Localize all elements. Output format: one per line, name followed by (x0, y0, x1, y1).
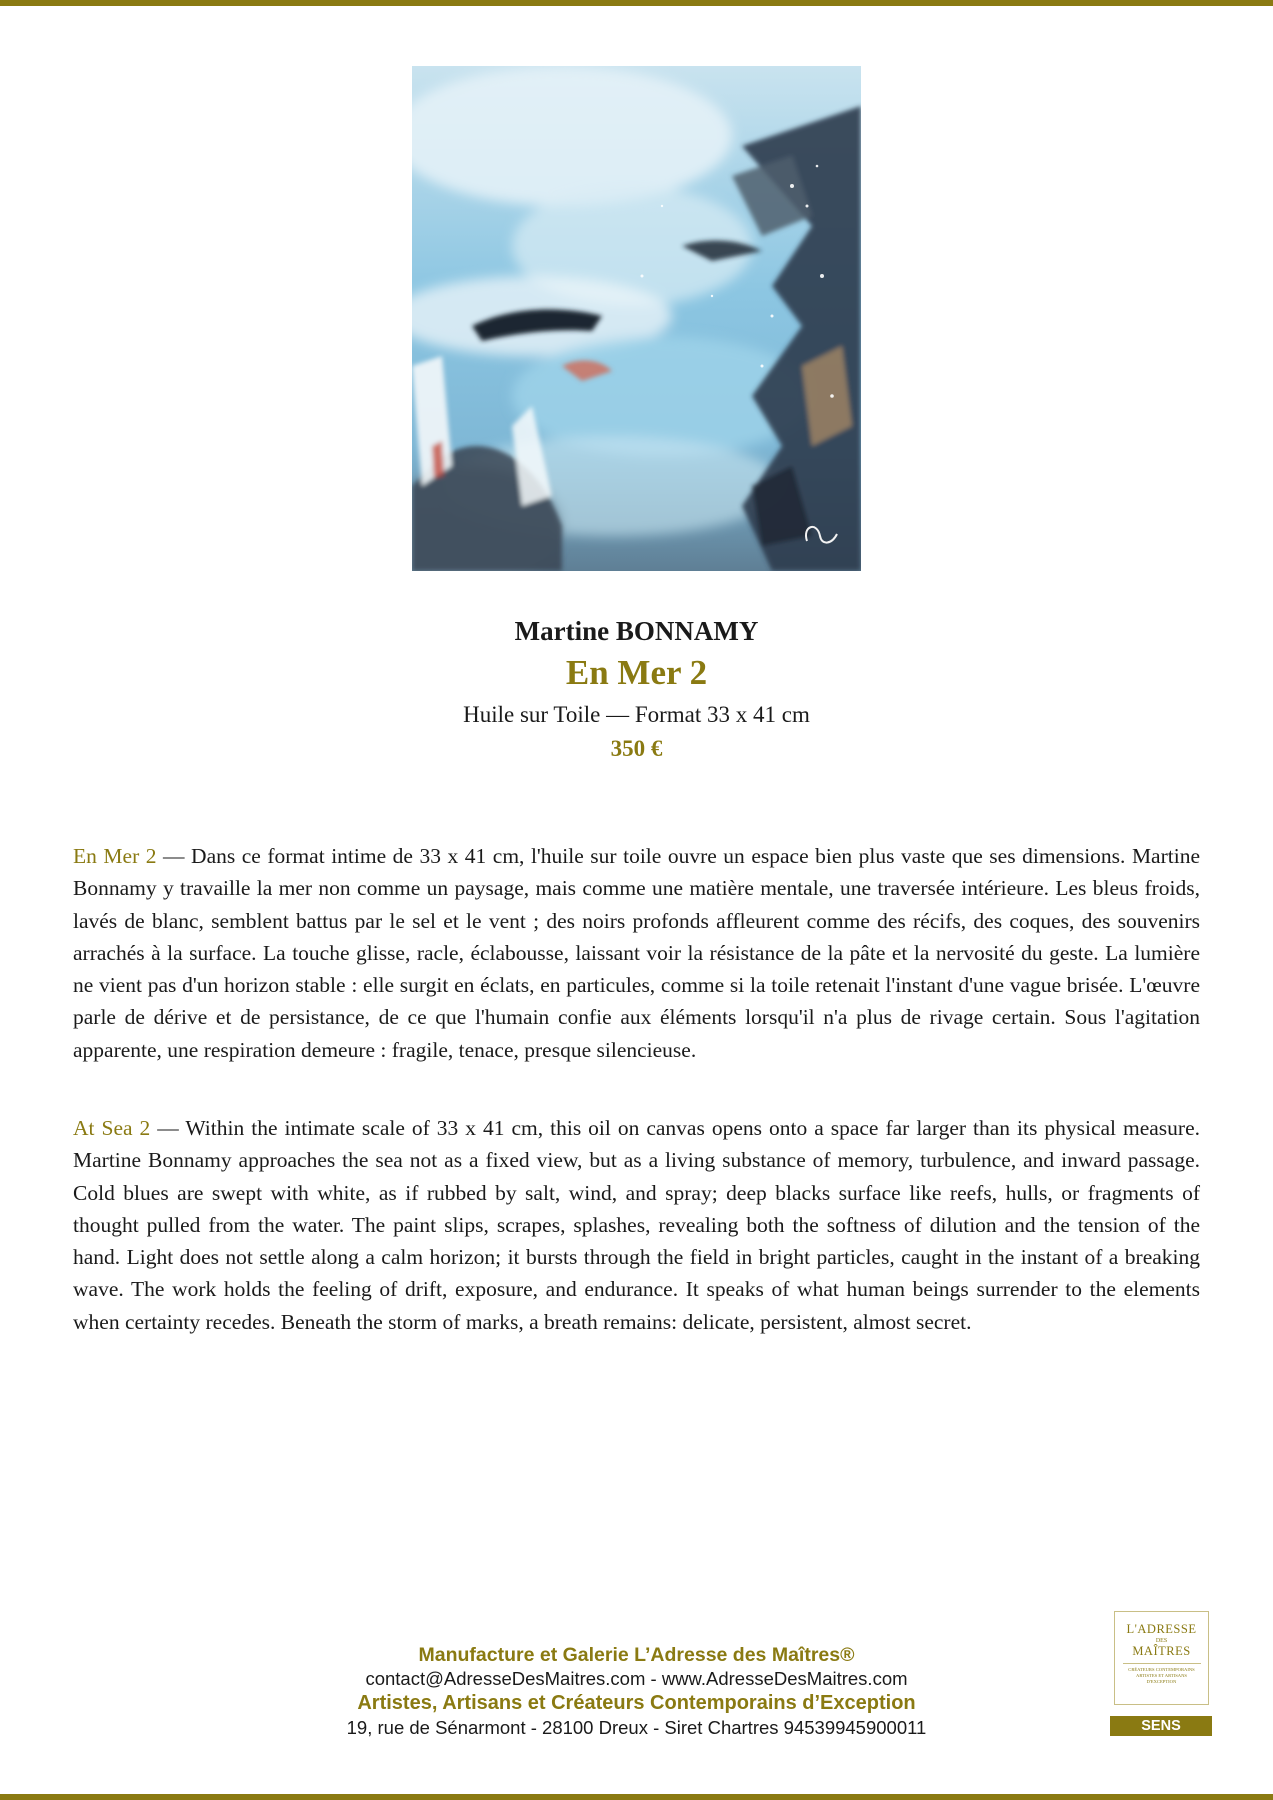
logo-line1: L'ADRESSE (1126, 1622, 1197, 1636)
top-border (0, 0, 1273, 6)
footer-address: 19, rue de Sénarmont - 28100 Dreux - Siret Chartres 94539945900011 (346, 1717, 927, 1738)
sens-badge: SENS (1110, 1716, 1212, 1736)
logo-line2: DES (1155, 1638, 1168, 1644)
footer (0, 1642, 1273, 1739)
footer-tagline: Artistes, Artisans et Créateurs Contemporains d’Exception (357, 1692, 916, 1714)
description-fr (73, 840, 1200, 1066)
description-en (73, 1112, 1200, 1338)
description-en-text: — Within the intimate scale of 33 x 41 cm, this oil on canvas opens onto a space far larger than its physical measure. Martine Bonnamy approaches the sea not as a fixed view, but as a living substance of memory, turbulence, and inward passage. Cold blues are swept with white, as if rubbed by salt, wind, and spray; deep blacks surface like reefs, hulls, or fragments of thought pulled from the water. The paint slips, scrapes, splashes, revealing both the softness of dilution and the tension of the hand. Light does not settle along a calm horizon; it bursts through the field in bright particles, caught in the instant of a breaking wave. The work holds the feeling of drift, exposure, and endurance. It speaks of what human beings surrender to the elements when certainty recedes. Beneath the storm of marks, a breath remains: delicate, persistent, almost secret. (73, 1116, 1200, 1334)
gallery-logo (1114, 1611, 1209, 1705)
artwork-medium: Huile sur Toile — Format 33 x 41 cm (463, 702, 810, 727)
description-fr-lead: En Mer 2 (73, 844, 157, 868)
footer-contact: contact@AdresseDesMaitres.com - www.AdresseDesMaitres.com (365, 1668, 908, 1689)
logo-line4: CRÉATEURS CONTEMPORAINS ARTISTES ET ARTISANS D'EXCEPTION (1128, 1667, 1195, 1684)
footer-gallery-name: Manufacture et Galerie L’Adresse des Maîtres® (418, 1644, 855, 1666)
bottom-border (0, 1794, 1273, 1800)
logo-divider (1123, 1663, 1201, 1664)
artwork-title: En Mer 2 (565, 653, 708, 692)
artwork-price: 350 € (610, 736, 663, 761)
description-en-lead: At Sea 2 (73, 1116, 151, 1140)
artwork-image (412, 66, 861, 571)
artwork-header (0, 612, 1273, 766)
logo-line3: MAÎTRES (1132, 1644, 1191, 1658)
description-fr-text: — Dans ce format intime de 33 x 41 cm, l'huile sur toile ouvre un espace bien plus vaste que ses dimensions. Martine Bonnamy y travaille la mer non comme un paysage, mais comme une matière mentale, une traversée intérieure. Les bleus froids, lavés de blanc, semblent battus par le sel et le vent ; des noirs profonds affleurent comme des récifs, des coques, des souvenirs arrachés à la surface. La touche glisse, racle, éclabousse, laissant voir la résistance de la pâte et la nervosité du geste. La lumière ne vient pas d'un horizon stable : elle surgit en éclats, en particules, comme si la toile retenait l'instant d'une vague brisée. L'œuvre parle de dérive et de persistance, de ce que l'humain confie aux éléments lorsqu'il n'a plus de rivage certain. Sous l'agitation apparente, une respiration demeure : fragile, tenace, presque silencieuse. (73, 844, 1201, 1062)
artist-name: Martine BONNAMY (514, 616, 759, 646)
